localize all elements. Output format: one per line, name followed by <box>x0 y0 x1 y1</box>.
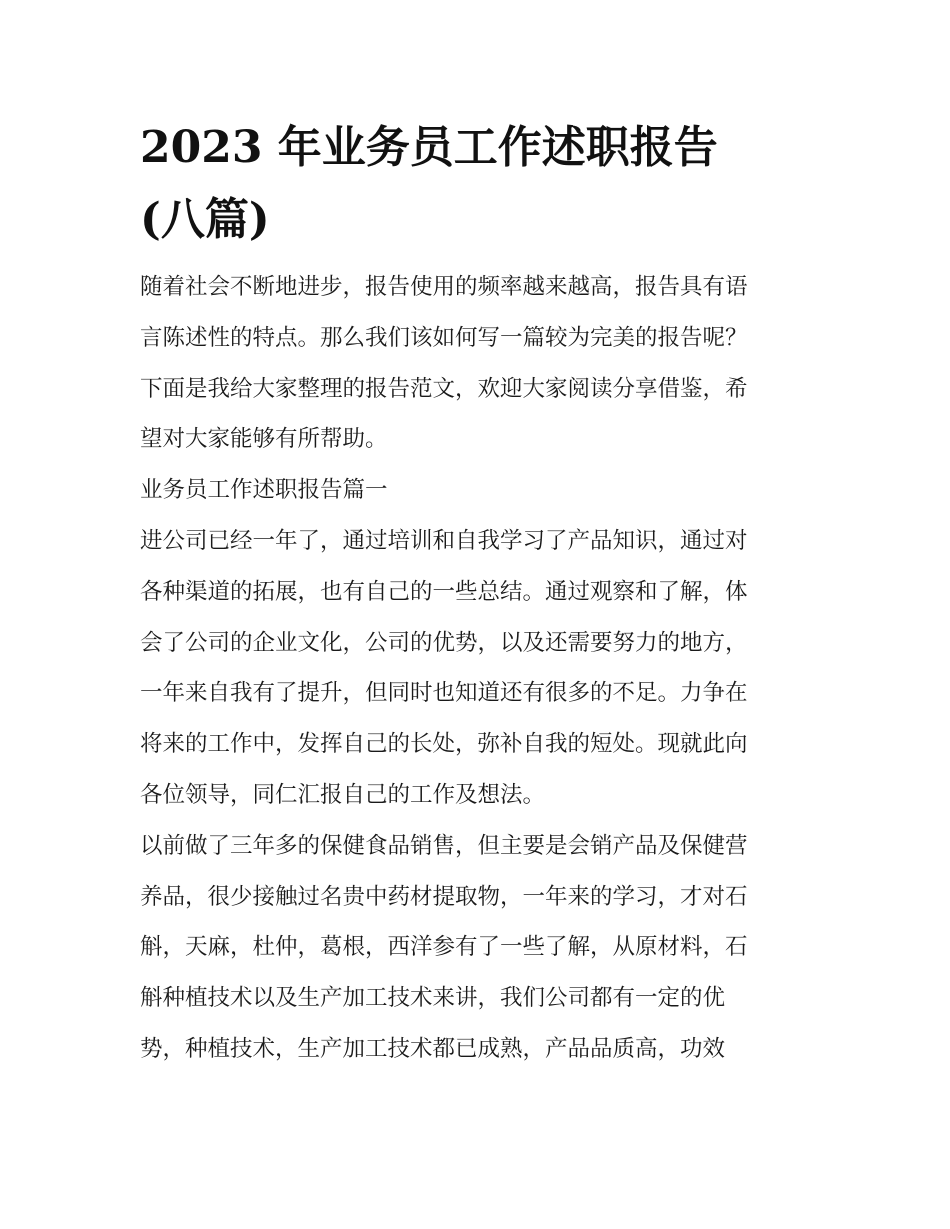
text-line: 言陈述性的特点。那么我们该如何写一篇较为完美的报告呢？ <box>140 324 748 351</box>
title-line: (八篇) <box>140 194 270 245</box>
text-line: 各种渠道的拓展，也有自己的一些总结。通过观察和了解，体 <box>140 578 748 605</box>
body-paragraph <box>140 516 812 821</box>
text-line: 以前做了三年多的保健食品销售，但主要是会销产品及保健营 <box>140 832 748 859</box>
text-line: 一年来自我有了提升，但同时也知道还有很多的不足。力争在 <box>140 680 748 707</box>
text-line: 业务员工作述职报告篇一 <box>140 477 388 504</box>
text-line: 会了公司的企业文化，公司的优势，以及还需要努力的地方， <box>140 629 748 656</box>
title-line: 2023 年业务员工作述职报告 <box>140 122 718 173</box>
text-line: 随着社会不断地进步，报告使用的频率越来越高，报告具有语 <box>140 274 748 300</box>
text-line: 斛，天麻，杜仲，葛根，西洋参有了一些了解，从原材料，石 <box>140 934 748 961</box>
text-line: 望对大家能够有所帮助。 <box>140 426 388 453</box>
text-line: 势，种植技术，生产加工技术都已成熟，产品品质高，功效 <box>140 1035 726 1062</box>
intro-paragraph <box>140 262 812 465</box>
text-line: 斛种植技术以及生产加工技术来讲，我们公司都有一定的优 <box>140 985 726 1012</box>
text-line: 养品，很少接触过名贵中药材提取物，一年来的学习，才对石 <box>140 883 748 910</box>
section-heading <box>140 465 812 516</box>
body-paragraph <box>140 821 812 1075</box>
text-line: 将来的工作中，发挥自己的长处，弥补自我的短处。现就此向 <box>140 731 748 758</box>
text-line: 各位领导，同仁汇报自己的工作及想法。 <box>140 781 546 808</box>
text-line: 下面是我给大家整理的报告范文，欢迎大家阅读分享借鉴，希 <box>140 375 748 402</box>
document-title <box>140 112 812 256</box>
text-line: 进公司已经一年了，通过培训和自我学习了产品知识，通过对 <box>140 527 748 554</box>
document-body <box>140 112 812 1075</box>
